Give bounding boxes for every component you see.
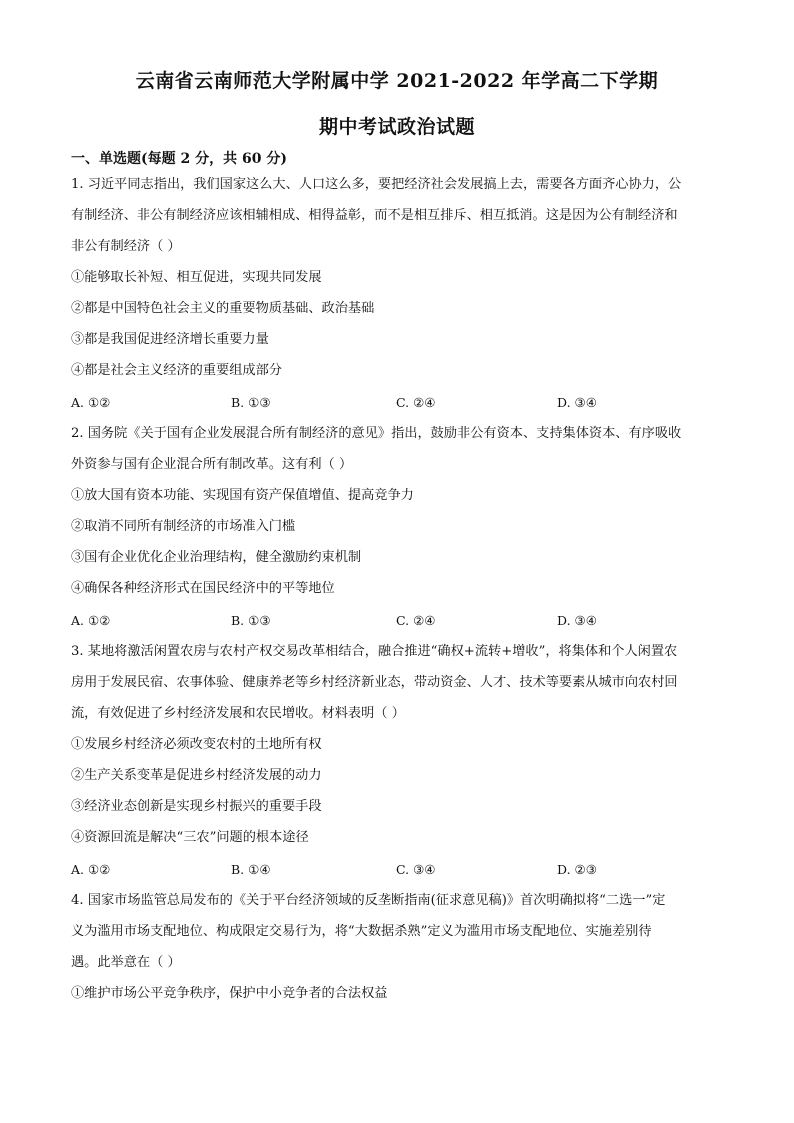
option-a: A. ①② (71, 613, 111, 628)
question-1-statement: ①能够取长补短、相互促进，实现共同发展 (71, 270, 322, 285)
exam-title-line-2: 期中考试政治试题 (318, 116, 475, 138)
question-3-statement: ③经济业态创新是实现乡村振兴的重要手段 (71, 799, 322, 814)
option-d: D. ②③ (557, 862, 597, 877)
question-2-stem-line: 外资参与国有企业混合所有制改革。这有利（ ） (71, 457, 353, 472)
exam-title-line-1: 云南省云南师范大学附属中学 2021-2022 年学高二下学期 (135, 70, 659, 92)
question-2-statement: ④确保各种经济形式在国民经济中的平等地位 (71, 581, 335, 596)
question-2-options (71, 612, 731, 630)
question-1-options (71, 394, 731, 412)
question-1-statement: ③都是我国促进经济增长重要力量 (71, 332, 269, 347)
question-4-stem-line: 4. 国家市场监管总局发布的《关于平台经济领域的反垄断指南(征求意见稿)》首次明确拟将“二选一”定 (71, 893, 666, 908)
question-2-statement: ②取消不同所有制经济的市场准入门槛 (71, 519, 296, 534)
question-4-stem-line: 遇。此举意在（ ） (71, 955, 181, 970)
question-3-stem-line: 流，有效促进了乡村经济发展和农民增收。材料表明（ ） (71, 706, 405, 721)
question-1-statement: ④都是社会主义经济的重要组成部分 (71, 363, 282, 378)
option-b: B. ①④ (231, 862, 271, 877)
question-1-stem-line: 有制经济、非公有制经济应该相辅相成、相得益彰，而不是相互排斥、相互抵消。这是因为公有制经济和 (71, 208, 678, 223)
question-4-stem-line: 义为滥用市场支配地位、构成限定交易行为，将“大数据杀熟”定义为滥用市场支配地位、实施差别待 (71, 924, 652, 939)
question-3-statement: ①发展乡村经济必须改变农村的土地所有权 (71, 737, 322, 752)
question-2-statement: ①放大国有资本功能、实现国有资产保值增值、提高竞争力 (71, 488, 414, 503)
option-b: B. ①③ (231, 613, 271, 628)
option-a: A. ①② (71, 862, 111, 877)
question-2-stem-line: 2. 国务院《关于国有企业发展混合所有制经济的意见》指出，鼓励非公有资本、支持集体资本、有序吸收 (71, 426, 682, 441)
option-c: C. ③④ (396, 862, 436, 877)
section-heading: 一、单选题(每题 2 分，共 60 分) (71, 151, 287, 167)
question-1-stem-line: 非公有制经济（ ） (71, 239, 181, 254)
option-d: D. ③④ (557, 395, 597, 410)
question-2-statement: ③国有企业优化企业治理结构，健全激励约束机制 (71, 550, 362, 565)
option-a: A. ①② (71, 395, 111, 410)
question-1-stem-line: 1. 习近平同志指出，我们国家这么大、人口这么多，要把经济社会发展搞上去，需要各方面齐心协力，公 (71, 177, 682, 192)
option-b: B. ①③ (231, 395, 271, 410)
option-c: C. ②④ (396, 613, 436, 628)
question-3-statement: ②生产关系变革是促进乡村经济发展的动力 (71, 768, 322, 783)
question-4-statement: ①维护市场公平竞争秩序，保护中小竞争者的合法权益 (71, 986, 388, 1001)
option-d: D. ③④ (557, 613, 597, 628)
question-3-stem-line: 房用于发展民宿、农事体验、健康养老等乡村经济新业态，带动资金、人才、技术等要素从城市向农村回 (71, 675, 678, 690)
question-3-statement: ④资源回流是解决“三农”问题的根本途径 (71, 830, 309, 845)
option-c: C. ②④ (396, 395, 436, 410)
question-3-options (71, 861, 731, 879)
question-3-stem-line: 3. 某地将激活闲置农房与农村产权交易改革相结合，融合推进“确权+流转+增收”，将集体和个人闲置农 (71, 644, 678, 659)
question-1-statement: ②都是中国特色社会主义的重要物质基础、政治基础 (71, 301, 375, 316)
